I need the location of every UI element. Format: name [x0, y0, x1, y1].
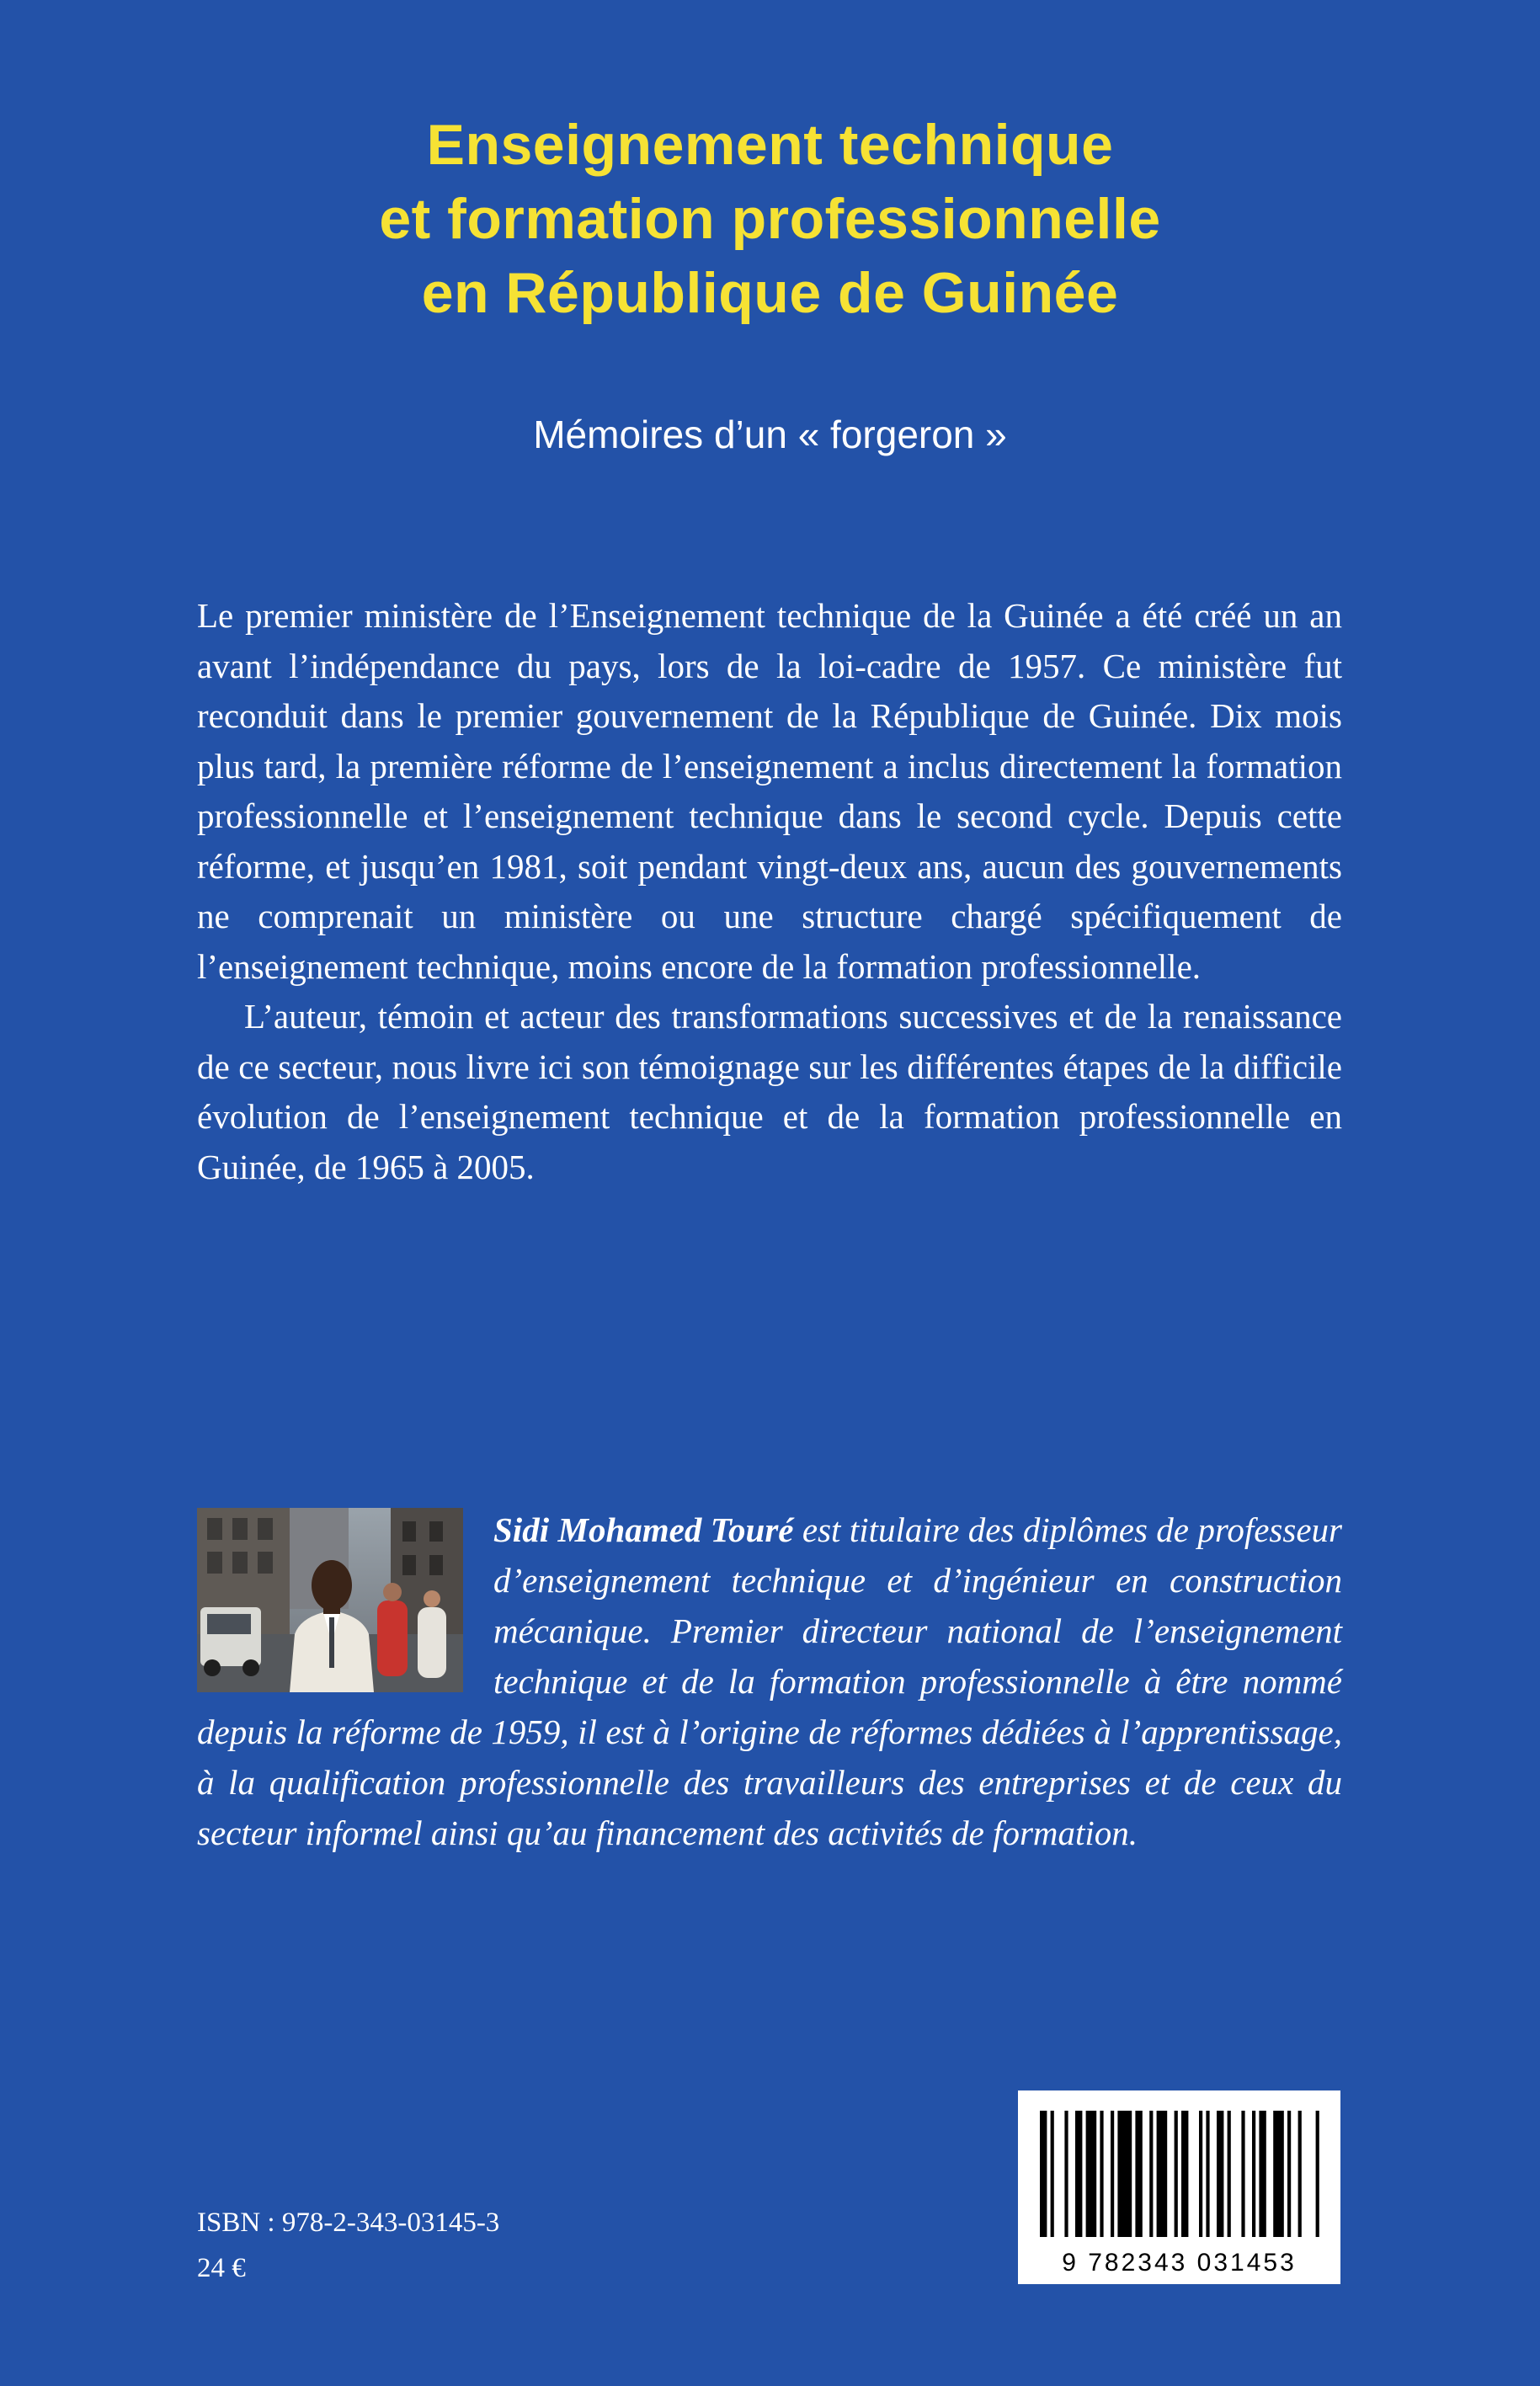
- title-line-2: et formation professionnelle: [379, 187, 1161, 251]
- title-line-1: Enseignement technique: [426, 113, 1114, 177]
- barcode-bar: [1199, 2111, 1202, 2237]
- barcode-bar: [1287, 2111, 1291, 2237]
- barcode-bar: [1181, 2111, 1188, 2237]
- book-subtitle: Mémoires d’un « forgeron »: [533, 413, 1007, 456]
- barcode-bar: [1157, 2111, 1168, 2237]
- barcode-bar: [1135, 2111, 1142, 2237]
- barcode-bar: [1051, 2111, 1054, 2237]
- author-bio-text: est titulaire des diplômes de professeur d’enseignement technique et d’ingénieur en construction mécanique. Premier directeur national de l’enseignement technique et de la formation professionnelle à être nommé depuis la réforme de 1959, il est à l’origine de réformes dédiées à l’apprentissage, à la qualification professionnelle des travailleurs des entreprises et de ceux du secteur informel ainsi qu’au financement des activités de formation.: [197, 1510, 1342, 1852]
- barcode-bar: [1075, 2111, 1082, 2237]
- book-blurb: [197, 591, 1342, 1192]
- author-name: Sidi Mohamed Touré: [493, 1510, 794, 1549]
- barcode-bar: [1086, 2111, 1097, 2237]
- bio-photo-spacer: [197, 1505, 493, 1703]
- barcode-bar: [1100, 2111, 1103, 2237]
- title-line-3: en République de Guinée: [421, 261, 1119, 325]
- barcode-bar: [1040, 2111, 1047, 2237]
- blurb-paragraph-2: L’auteur, témoin et acteur des transformations successives et de la renaissance de ce secteur, nous livre ici son témoignage sur les différentes étapes de la difficile évolution de l’enseignement technique et de la formation professionnelle en Guinée, de 1965 à 2005.: [197, 997, 1342, 1186]
- barcode-bar: [1175, 2111, 1178, 2237]
- barcode: [1018, 2090, 1340, 2284]
- blurb-paragraph-1: Le premier ministère de l’Enseignement technique de la Guinée a été créé un an avant l’indépendance du pays, lors de la loi-cadre de 1957. Ce ministère fut reconduit dans le premier gouvernement de la République de Guinée. Dix mois plus tard, la première réforme de l’enseignement a inclus directement la formation professionnelle et l’enseignement technique dans le second cycle. Depuis cette réforme, et jusqu’en 1981, soit pendant vingt-deux ans, aucun des gouvernements ne comprenait un ministère ou une structure chargé spécifiquement de l’enseignement technique, moins encore de la formation professionnelle.: [197, 596, 1342, 986]
- barcode-bar: [1149, 2111, 1153, 2237]
- barcode-bar: [1298, 2111, 1302, 2237]
- price-label: 24 €: [197, 2253, 246, 2283]
- book-title: [0, 108, 1540, 330]
- barcode-bar: [1241, 2111, 1244, 2237]
- barcode-bar: [1117, 2111, 1132, 2237]
- barcode-bar: [1259, 2111, 1266, 2237]
- barcode-bar: [1111, 2111, 1114, 2237]
- barcode-bar: [1252, 2111, 1255, 2237]
- barcode-bar: [1064, 2111, 1068, 2237]
- barcode-digits: 9 782343 031453: [1062, 2249, 1297, 2277]
- author-bio: [197, 1505, 1342, 1858]
- barcode-bar: [1217, 2111, 1223, 2237]
- barcode-bar: [1273, 2111, 1284, 2237]
- barcode-bar: [1206, 2111, 1209, 2237]
- barcode-bar: [1228, 2111, 1231, 2237]
- barcode-bar: [1316, 2111, 1319, 2237]
- isbn-label: ISBN : 978-2-343-03145-3: [197, 2208, 500, 2238]
